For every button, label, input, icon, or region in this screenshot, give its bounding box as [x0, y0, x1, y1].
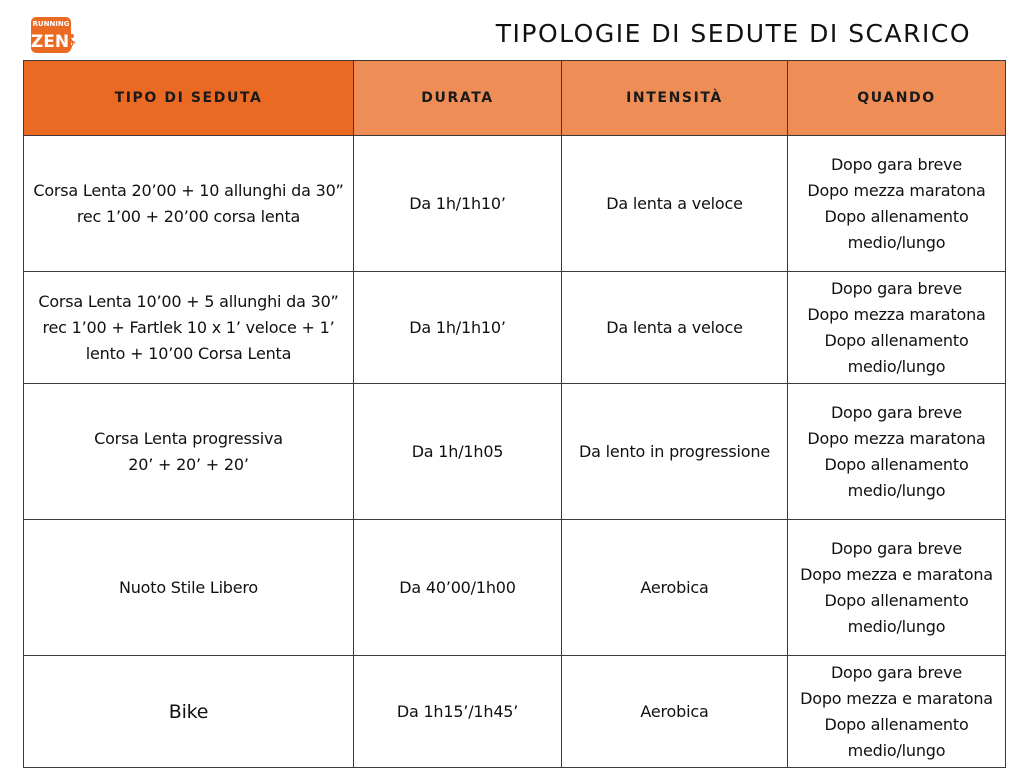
cell-text-line: medio/lungo	[847, 232, 946, 252]
cell-durata: Da 1h/1h10’	[354, 136, 562, 272]
cell-text-line: Nuoto Stile Libero	[118, 577, 259, 597]
cell-text-line: Dopo gara breve	[830, 154, 963, 174]
table-header-row	[24, 61, 1006, 136]
table-row	[24, 136, 1006, 272]
cell-quando	[788, 272, 1006, 384]
cell-quando	[788, 520, 1006, 656]
cell-quando	[788, 136, 1006, 272]
logo-text-top: RUNNING	[32, 20, 70, 28]
header-tipo-di-seduta: TIPO DI SEDUTA	[24, 61, 354, 136]
cell-text-line: Dopo mezza e maratona	[800, 688, 993, 708]
cell-text-line: Dopo gara breve	[830, 402, 963, 422]
header-intensita: INTENSITÀ	[562, 61, 788, 136]
cell-text-line: Dopo allenamento	[824, 590, 969, 610]
cell-text-line: Dopo gara breve	[830, 278, 963, 298]
cell-text-line: Dopo allenamento	[824, 714, 969, 734]
cell-text-line: Corsa Lenta 20’00 + 10 allunghi da 30”	[33, 180, 344, 200]
cell-intensita: Da lento in progressione	[562, 384, 788, 520]
cell-intensita: Da lenta a veloce	[562, 136, 788, 272]
cell-text-line: Bike	[168, 700, 209, 723]
cell-text-line: Dopo allenamento	[824, 330, 969, 350]
cell-intensita: Da lenta a veloce	[562, 272, 788, 384]
cell-quando	[788, 656, 1006, 768]
cell-quando	[788, 384, 1006, 520]
cell-text-line: Dopo gara breve	[830, 538, 963, 558]
cell-durata: Da 1h15’/1h45’	[354, 656, 562, 768]
header-durata: DURATA	[354, 61, 562, 136]
cell-text-line: medio/lungo	[847, 740, 946, 760]
cell-text-line: Dopo mezza maratona	[807, 180, 986, 200]
cell-tipo	[24, 384, 354, 520]
cell-durata: Da 1h/1h05	[354, 384, 562, 520]
cell-text-line: Dopo gara breve	[830, 662, 963, 682]
cell-text-line: lento + 10’00 Corsa Lenta	[85, 343, 292, 363]
cell-text-line: rec 1’00 + Fartlek 10 x 1’ veloce + 1’	[42, 317, 335, 337]
cell-text-line: rec 1’00 + 20’00 corsa lenta	[76, 206, 301, 226]
cell-text-line: Dopo allenamento	[824, 454, 969, 474]
table-row	[24, 656, 1006, 768]
logo-text-main: ZEN	[30, 32, 70, 52]
cell-text-line: Dopo mezza maratona	[807, 304, 986, 324]
cell-text-line: Corsa Lenta 10’00 + 5 allunghi da 30”	[38, 291, 339, 311]
training-sessions-table	[23, 60, 1006, 768]
running-zen-logo	[30, 16, 76, 54]
header-quando: QUANDO	[788, 61, 1006, 136]
cell-tipo	[24, 520, 354, 656]
logo-graphic	[30, 16, 76, 54]
cell-tipo	[24, 136, 354, 272]
cell-text-line: Dopo mezza maratona	[807, 428, 986, 448]
cell-durata: Da 1h/1h10’	[354, 272, 562, 384]
cell-durata: Da 40’00/1h00	[354, 520, 562, 656]
cell-intensita: Aerobica	[562, 656, 788, 768]
cell-text-line: Dopo mezza e maratona	[800, 564, 993, 584]
cell-tipo	[24, 272, 354, 384]
table-row	[24, 384, 1006, 520]
page-title: TIPOLOGIE DI SEDUTE DI SCARICO	[495, 19, 971, 48]
cell-intensita: Aerobica	[562, 520, 788, 656]
cell-text-line: medio/lungo	[847, 356, 946, 376]
table-row	[24, 272, 1006, 384]
cell-tipo	[24, 656, 354, 768]
cell-text-line: 20’ + 20’ + 20’	[128, 454, 249, 474]
cell-text-line: Corsa Lenta progressiva	[94, 428, 283, 448]
cell-text-line: medio/lungo	[847, 616, 946, 636]
cell-text-line: Dopo allenamento	[824, 206, 969, 226]
table-row	[24, 520, 1006, 656]
cell-text-line: medio/lungo	[847, 480, 946, 500]
